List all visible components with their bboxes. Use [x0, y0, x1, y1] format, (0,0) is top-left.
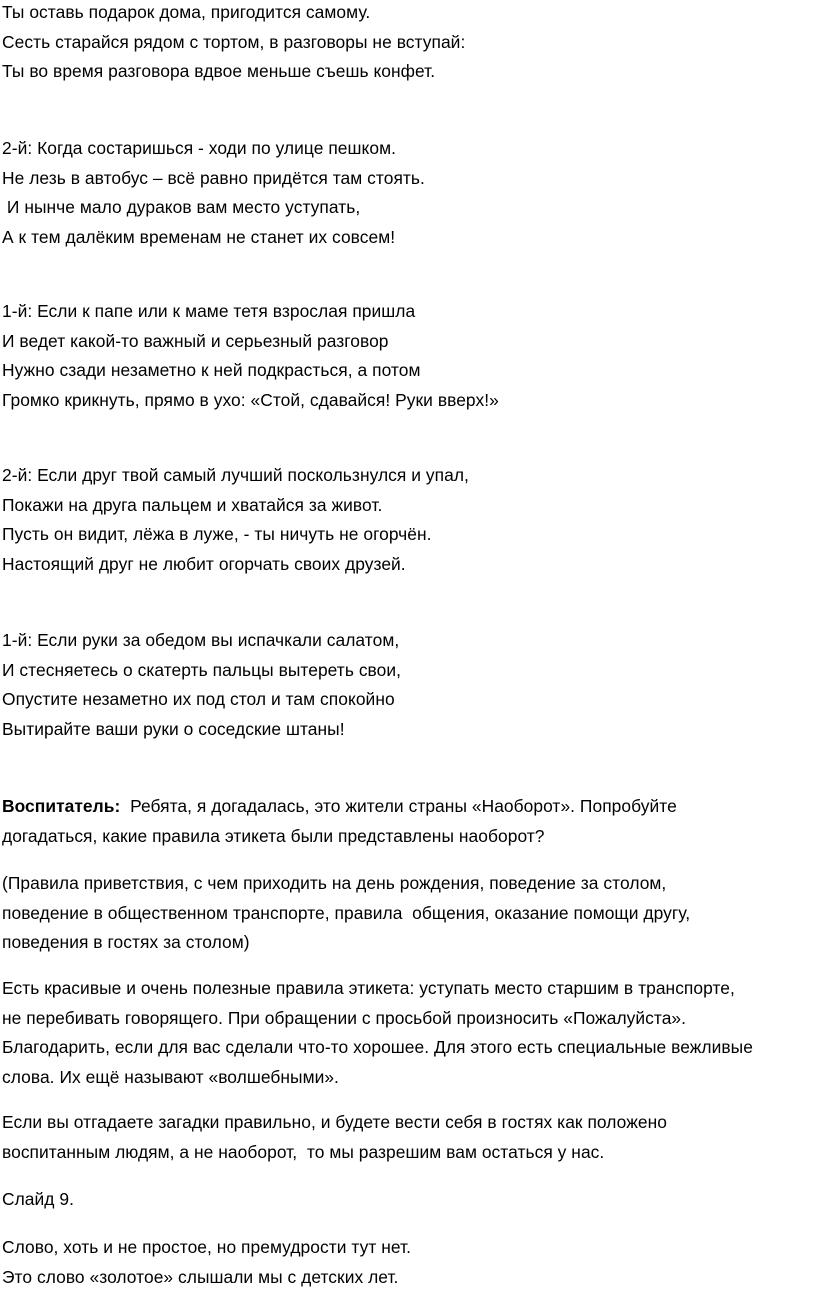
stanza-line: Нужно сзади незаметно к ней подкрасться, а потом [2, 360, 421, 380]
stanza-line: Ты во время разговора вдвое меньше съешь конфет. [2, 61, 436, 81]
speaker-label: Воспитатель: [2, 796, 121, 816]
stanza-line: И нынче мало дураков вам место уступать, [2, 197, 361, 217]
slide-number: Слайд 9. [2, 1189, 74, 1209]
etiquette-paragraph [2, 974, 814, 1092]
stanza-line: 2-й: Когда состаришься - ходи по улице пешком. [2, 138, 396, 158]
etiquette-line: Благодарить, если для вас сделали что-то хорошее. Для этого есть специальные вежливые [2, 1037, 753, 1057]
stanza-line: Пусть он видит, лёжа в луже, - ты ничуть не огорчён. [2, 524, 432, 544]
stanza-line: И стесняетесь о скатерть пальцы вытереть свои, [2, 659, 402, 680]
teacher-text: Ребята, я догадалась, это жители страны «Наоборот». Попробуйте [120, 796, 677, 816]
stanza-3 [2, 297, 499, 415]
stanza-line: Настоящий друг не любит огорчать своих друзей. [2, 553, 406, 574]
stanza-line: Ты оставь подарок дома, пригодится самому. [2, 2, 371, 22]
etiquette-line: слова. Их ещё называют «волшебными». [2, 1066, 339, 1087]
stanza-line: Громко крикнуть, прямо в ухо: «Стой, сдавайся! Руки вверх!» [2, 389, 499, 410]
riddles-paragraph [2, 1108, 814, 1167]
stanza-line: А к тем далёким временам не станет их совсем! [2, 226, 396, 247]
stanza-line: И ведет какой-то важный и серьезный разговор [2, 330, 389, 351]
stanza-line: 2-й: Если друг твой самый лучший поскользнулся и упал, [2, 465, 469, 485]
stanza-line: 1-й: Если руки за обедом вы испачкали салатом, [2, 630, 400, 650]
stanza-2 [2, 134, 425, 252]
rules-note-line: (Правила приветствия, с чем приходить на день рождения, поведение за столом, [2, 873, 667, 893]
rules-note-line: поведения в гостях за столом) [2, 932, 250, 952]
rules-note [2, 869, 814, 958]
stanza-line: Опустите незаметно их под стол и там спокойно [2, 689, 395, 709]
stanza-5 [2, 626, 401, 744]
riddles-line: воспитанным людям, а не наоборот, то мы разрешим вам остаться у нас. [2, 1141, 605, 1162]
stanza-line: Покажи на друга пальцем и хватайся за живот. [2, 494, 383, 515]
final-verse [2, 1233, 814, 1292]
verse-line: Это слово «золотое» слышали мы с детских лет. [2, 1266, 399, 1287]
etiquette-line: не перебивать говорящего. При обращении с просьбой произносить «Пожалуйста». [2, 1007, 687, 1028]
riddles-line: Если вы отгадаете загадки правильно, и будете вести себя в гостях как положено [2, 1112, 667, 1132]
stanza-4 [2, 461, 469, 579]
teacher-text: догадаться, какие правила этикета были представлены наоборот? [2, 825, 545, 846]
teacher-paragraph [2, 792, 814, 851]
stanza-line: Сесть старайся рядом с тортом, в разговоры не вступай: [2, 31, 466, 52]
stanza-line: 1-й: Если к папе или к маме тетя взрослая пришла [2, 301, 416, 321]
slide-label [2, 1185, 814, 1215]
rules-note-line: поведение в общественном транспорте, правила общения, оказание помощи другу, [2, 902, 691, 923]
verse-line: Слово, хоть и не простое, но премудрости тут нет. [2, 1237, 411, 1257]
etiquette-line: Есть красивые и очень полезные правила этикета: уступать место старшим в транспорте, [2, 978, 735, 998]
stanza-line: Вытирайте ваши руки о соседские штаны! [2, 718, 345, 739]
stanza-1 [2, 0, 465, 87]
stanza-line: Не лезь в автобус – всё равно придётся там стоять. [2, 167, 425, 188]
